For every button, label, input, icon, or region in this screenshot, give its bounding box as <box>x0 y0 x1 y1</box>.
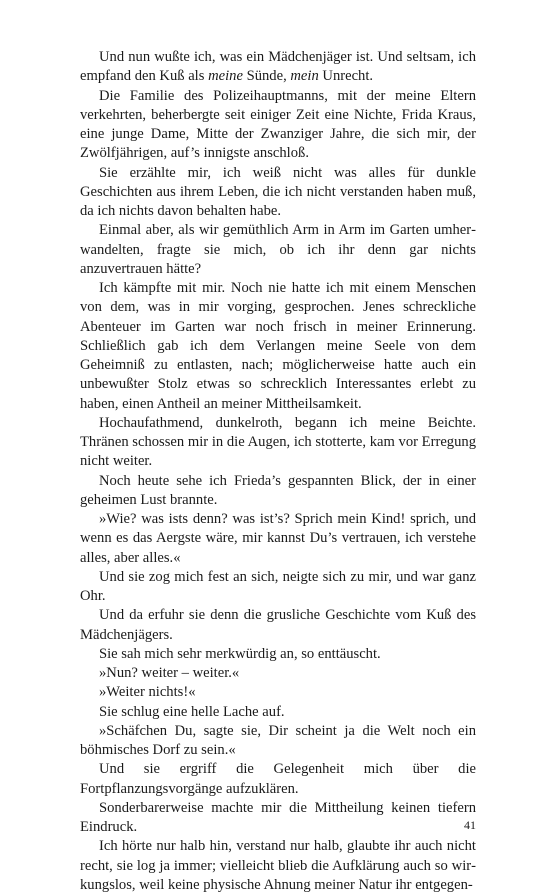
paragraph <box>80 279 476 414</box>
text-run: »Wie? was ists denn? was ist’s? Sprich mein Kind! sprich, und wenn es das Aergste wäre, mir kannst Du’s vertrauen, ich verstehe alles, aber alles.« <box>80 511 476 566</box>
text-run: Die Familie des Polizeihauptmanns, mit der meine Eltern verkehrten, beherbergte seit einiger Zeit eine Nichte, Frida Kraus, eine junge Dame, Mitte der Zwanziger Jahre, die sich mir, der Zwölfjährigen, auf’s innigste anschloß. <box>80 87 476 162</box>
paragraph <box>80 568 476 607</box>
text-run: Und nun wußte ich, was ein Mädchenjäger ist. Und seltsam, ich empfand den Kuß als <box>80 49 476 85</box>
text-run: Sünde, <box>242 68 291 85</box>
text-run: Ich hörte nur halb hin, verstand nur halb, glaubte ihr auch nicht recht, sie log ja immer; vielleicht blieb die Aufklärung auch so wirkungslos, weil keine physische Ahnung meiner Natur ihr entgegen- <box>80 838 476 893</box>
text-run: Und da erfuhr sie denn die grusliche Geschichte vom Kuß des Mädchenjägers. <box>80 607 476 643</box>
paragraph <box>80 645 476 664</box>
paragraph <box>80 799 476 838</box>
page-number: 41 <box>464 818 476 832</box>
paragraph <box>80 664 476 683</box>
paragraph <box>80 221 476 279</box>
paragraph <box>80 722 476 761</box>
paragraph <box>80 87 476 164</box>
paragraph <box>80 606 476 645</box>
text-run: »Schäfchen Du, sagte sie, Dir scheint ja die Welt noch ein böhmisches Dorf zu sein.« <box>80 722 476 758</box>
paragraph <box>80 472 476 511</box>
paragraph <box>80 48 476 87</box>
paragraph <box>80 760 476 799</box>
text-run: Und sie zog mich fest an sich, neigte sich zu mir, und war ganz Ohr. <box>80 568 476 604</box>
text-run: Ich kämpfte mit mir. Noch nie hatte ich mit einem Menschen von dem, was in mir vorging, gesprochen. Jenes schreckliche Abenteuer im Garten war noch frisch in meiner Erinnerung. Schließlich gab ich dem Verlangen meine Seele von dem Geheimniß zu entlasten, nach; möglicherweise hatte auch ein unbewußter Stolz etwas so schrecklich Interessantes erlebt zu haben, einen Antheil an meiner Mittheilsamkeit. <box>80 280 476 412</box>
italic-run: mein <box>290 68 319 85</box>
text-run: Noch heute sehe ich Frieda’s gespannten Blick, der in einer geheimen Lust brannte. <box>80 472 476 508</box>
text-run: Sie schlug eine helle Lache auf. <box>99 703 285 720</box>
paragraph <box>80 414 476 472</box>
paragraph <box>80 703 476 722</box>
text-run: Sonderbarerweise machte mir die Mittheilung keinen tiefern Eindruck. <box>80 799 476 835</box>
text-run: Und sie ergriff die Gelegenheit mich über die Fortpflanzungsvorgänge aufzuklären. <box>80 761 476 797</box>
text-run: Hochaufathmend, dunkelroth, begann ich meine Beichte. Thränen schossen mir in die Augen, ich stotterte, kam vor Erregung nicht weiter. <box>80 414 476 470</box>
text-run: Sie sah mich sehr merkwürdig an, so enttäuscht. <box>99 645 381 662</box>
text-run: »Weiter nichts!« <box>99 684 196 701</box>
text-run: »Nun? weiter – weiter.« <box>99 665 240 681</box>
text-run: Unrecht. <box>318 68 374 85</box>
paragraph <box>80 164 476 222</box>
paragraph <box>80 510 476 568</box>
page-body <box>80 48 476 895</box>
italic-run: meine <box>208 68 243 85</box>
text-run: Einmal aber, als wir gemüthlich Arm in Arm im Garten umherwandelten, fragte sie mich, ob ich ihr denn gar nichts anzuvertrauen hätte? <box>80 222 476 277</box>
text-run: Sie erzählte mir, ich weiß nicht was alles für dunkle Geschichten aus ihrem Leben, die ich nicht verstanden haben muß, da ich nichts davon behalten habe. <box>80 164 476 219</box>
paragraph <box>80 837 476 895</box>
paragraph <box>80 683 476 702</box>
